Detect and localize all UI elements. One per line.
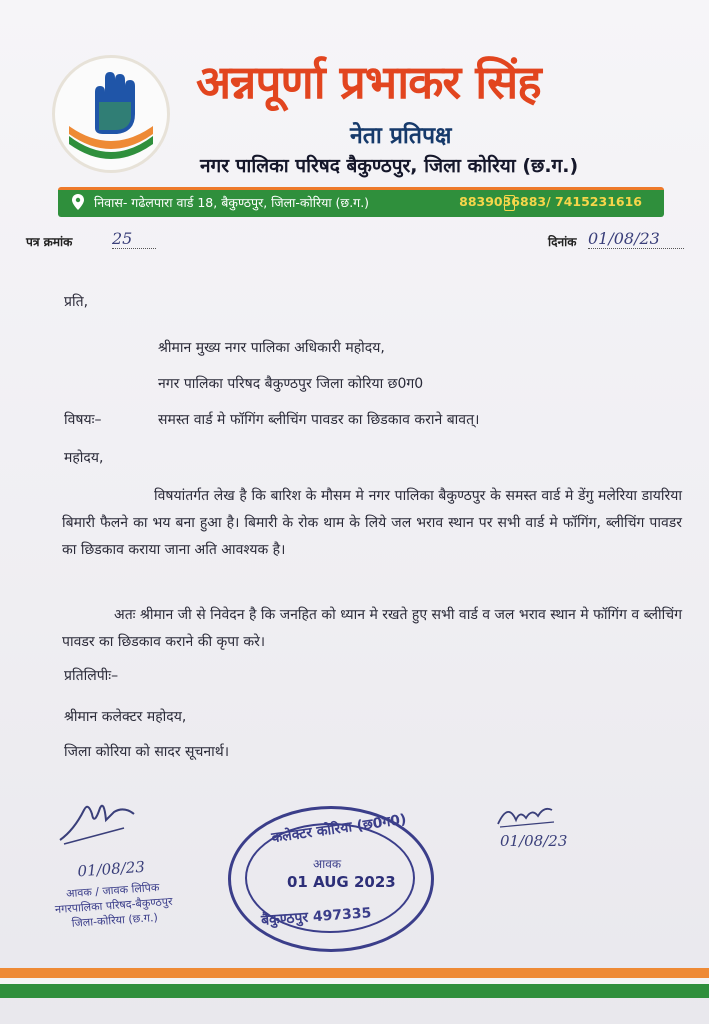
body-paragraph-2: अतः श्रीमान जी से निवेदन है कि जनहित को ध्यान मे रखते हुए सभी वार्ड व जल भराव स्थान मे फॉगिंग व ब्लीचिंग पावडर का छिडकाव कराने की कृपा करे। xyxy=(62,607,682,650)
location-pin-icon xyxy=(72,194,84,210)
receiver-signature-mark xyxy=(494,800,564,828)
phone-text: 8839036883/ 7415231616 xyxy=(459,194,642,209)
cc-label: प्रतिलिपीः– xyxy=(64,668,119,684)
receiver-signature xyxy=(494,800,567,850)
ref-value: 25 xyxy=(112,229,156,249)
date-value: 01/08/23 xyxy=(588,229,684,249)
office-stamp xyxy=(228,806,434,952)
footer-green-stripe xyxy=(0,984,709,998)
cc-line1: श्रीमान कलेक्टर महोदय, xyxy=(64,709,187,725)
clerk-signature xyxy=(54,800,144,846)
address-bar xyxy=(58,187,664,217)
clerk-line2: नगरपालिका परिषद-बैकुण्ठपुर xyxy=(54,894,173,917)
subject-text: समस्त वार्ड मे फॉगिंग ब्लीचिंग पावडर का छिडकाव कराने बावत्। xyxy=(158,412,480,428)
salutation: महोदय, xyxy=(64,450,104,466)
clerk-stamp xyxy=(26,856,200,934)
clerk-date: 01/08/23 xyxy=(76,857,146,881)
stamp-mid-text: आवक xyxy=(313,857,342,871)
date-label: दिनांक xyxy=(548,235,577,249)
addressee-line1: श्रीमान मुख्य नगर पालिका अधिकारी महोदय, xyxy=(158,340,385,356)
footer-saffron-stripe xyxy=(0,968,709,978)
party-logo xyxy=(52,55,170,173)
subject-label: विषयः– xyxy=(64,412,102,428)
hand-icon xyxy=(55,58,167,170)
receiver-date: 01/08/23 xyxy=(500,832,568,850)
clerk-line1: आवक / जावक लिपिक xyxy=(65,880,160,901)
clerk-line3: जिला-कोरिया (छ.ग.) xyxy=(71,910,159,930)
stamp-bottom-text: बैकुण्ठपुर 497335 xyxy=(260,905,372,929)
stamp-date: 01 AUG 2023 xyxy=(287,873,396,891)
address-text: निवास- गढेलपारा वार्ड 18, बैकुण्ठपुर, जिला-कोरिया (छ.ग.) xyxy=(94,195,370,210)
ref-label: पत्र क्रमांक xyxy=(26,235,73,249)
cc-line2: जिला कोरिया को सादर सूचनार्थ। xyxy=(64,744,230,760)
addressee-line2: नगर पालिका परिषद बैकुण्ठपुर जिला कोरिया छ0ग0 xyxy=(158,376,424,392)
letterhead-name: अन्नपूर्णा प्रभाकर सिंह xyxy=(196,55,541,109)
body-paragraph-1: विषयांतर्गत लेख है कि बारिश के मौसम मे नगर पालिका बैकुण्ठपुर के समस्त वार्ड मे डेंगु मलेरिया डायरिया बिमारी फैलने का भय बना हुआ है। बिमारी के रोक थाम के लिये जल भराव स्थान पर सभी वार्ड मे फॉगिंग, ब्लीचिंग पावडर का छिडकाव कराया जाना अति आवश्यक है। xyxy=(62,488,682,558)
letterhead-council: नगर पालिका परिषद बैकुण्ठपुर, जिला कोरिया (छ.ग.) xyxy=(200,155,579,177)
letterhead-designation: नेता प्रतिपक्ष xyxy=(350,123,452,149)
stamp-top-text: कलेक्टर कोरिया (छ0ग0) xyxy=(270,811,408,847)
to-label: प्रति, xyxy=(64,294,89,310)
